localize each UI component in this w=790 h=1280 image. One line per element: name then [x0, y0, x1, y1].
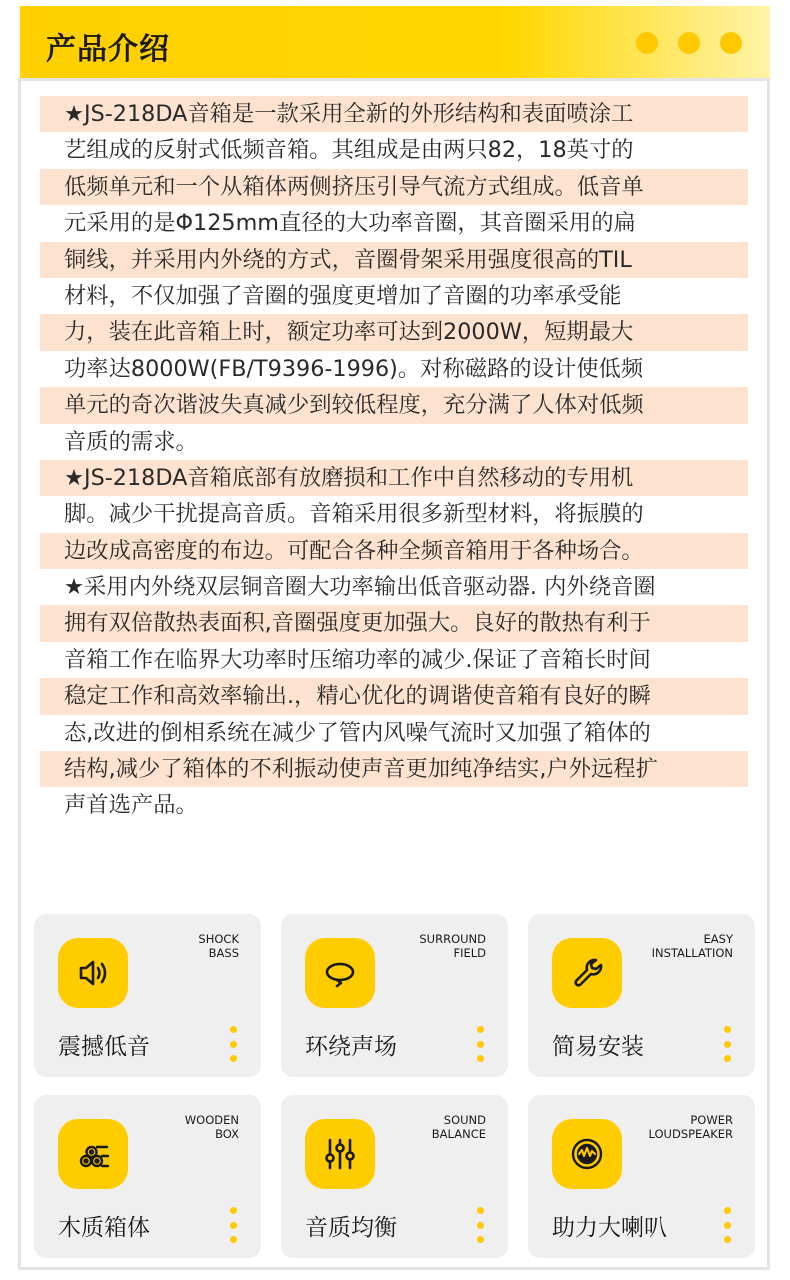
more-dots-icon[interactable]: [229, 1026, 237, 1062]
decor-dot: [678, 32, 700, 54]
product-description: [40, 96, 748, 824]
description-line: 声首选产品。: [64, 792, 198, 819]
description-line: ★JS-218DA音箱底部有放磨损和工作中自然移动的专用机: [40, 460, 748, 496]
description-line: 稳定工作和高效率输出.，精心优化的调谐使音箱有良好的瞬: [40, 678, 748, 714]
description-line: 元采用的是Φ125mm直径的大功率音圈，其音圈采用的扁: [64, 210, 636, 237]
feature-card-sound-balance: [281, 1095, 508, 1258]
description-line: 音箱工作在临界大功率时压缩功率的减少.保证了音箱长时间: [64, 646, 651, 673]
description-line: 脚。减少干扰提高音质。音箱采用很多新型材料，将振膜的: [64, 501, 644, 528]
feature-english-label: SOUND BALANCE: [431, 1113, 486, 1141]
feature-card-easy-installation: [528, 914, 755, 1077]
more-dots-icon[interactable]: [476, 1207, 484, 1243]
feature-english-label: EASY INSTALLATION: [651, 932, 733, 960]
description-line: 功率达8000W(FB/T9396-1996)。对称磁路的设计使低频: [64, 355, 644, 382]
description-line: 态,改进的倒相系统在减少了管内风噪气流时又加强了箱体的: [64, 719, 651, 746]
description-line: ★采用内外绕双层铜音圈大功率输出低音驱动器. 内外绕音圈: [64, 574, 656, 601]
feature-title: 震撼低音: [58, 1034, 150, 1060]
feature-card-power-loudspeaker: [528, 1095, 755, 1258]
description-line: 音质的需求。: [64, 428, 198, 455]
feature-title: 简易安装: [552, 1034, 644, 1060]
feature-card-wooden-box: [34, 1095, 261, 1258]
more-dots-icon[interactable]: [723, 1207, 731, 1243]
description-line: 单元的奇次谐波失真减少到较低程度，充分满了人体对低频: [40, 387, 748, 423]
section-header: [20, 6, 770, 78]
description-line: 铜线，并采用内外绕的方式，音圈骨架采用强度很高的TIL: [40, 242, 748, 278]
description-line: 材料，不仅加强了音圈的强度更增加了音圈的功率承受能: [64, 282, 622, 309]
feature-english-label: WOODEN BOX: [184, 1113, 239, 1141]
description-line: 艺组成的反射式低频音箱。其组成是由两只82，18英寸的: [64, 137, 634, 164]
description-line: 边改成高密度的布边。可配合各种全频音箱用于各种场合。: [40, 533, 748, 569]
feature-english-label: POWER LOUDSPEAKER: [648, 1113, 733, 1141]
decor-dot: [720, 32, 742, 54]
description-line: ★JS-218DA音箱是一款采用全新的外形结构和表面喷涂工: [40, 96, 748, 132]
feature-card-shock-bass: [34, 914, 261, 1077]
feature-title: 木质箱体: [58, 1215, 150, 1241]
decor-dot: [636, 32, 658, 54]
feature-english-label: SURROUND FIELD: [419, 932, 486, 960]
more-dots-icon[interactable]: [229, 1207, 237, 1243]
description-line: 拥有双倍散热表面积,音圈强度更加强大。良好的散热有利于: [40, 605, 748, 641]
more-dots-icon[interactable]: [476, 1026, 484, 1062]
feature-card-surround-field: [281, 914, 508, 1077]
feature-english-label: SHOCK BASS: [198, 932, 239, 960]
header-dots: [636, 32, 742, 54]
more-dots-icon[interactable]: [723, 1026, 731, 1062]
description-line: 低频单元和一个从箱体两侧挤压引导气流方式组成。低音单: [40, 169, 748, 205]
feature-title: 环绕声场: [305, 1034, 397, 1060]
description-line: 结构,减少了箱体的不利振动使声音更加纯净结实,户外远程扩: [40, 751, 748, 787]
feature-title: 助力大喇叭: [552, 1215, 667, 1241]
feature-title: 音质均衡: [305, 1215, 397, 1241]
section-title: 产品介绍: [46, 32, 170, 67]
description-line: 力，装在此音箱上时，额定功率可达到2000W，短期最大: [40, 314, 748, 350]
